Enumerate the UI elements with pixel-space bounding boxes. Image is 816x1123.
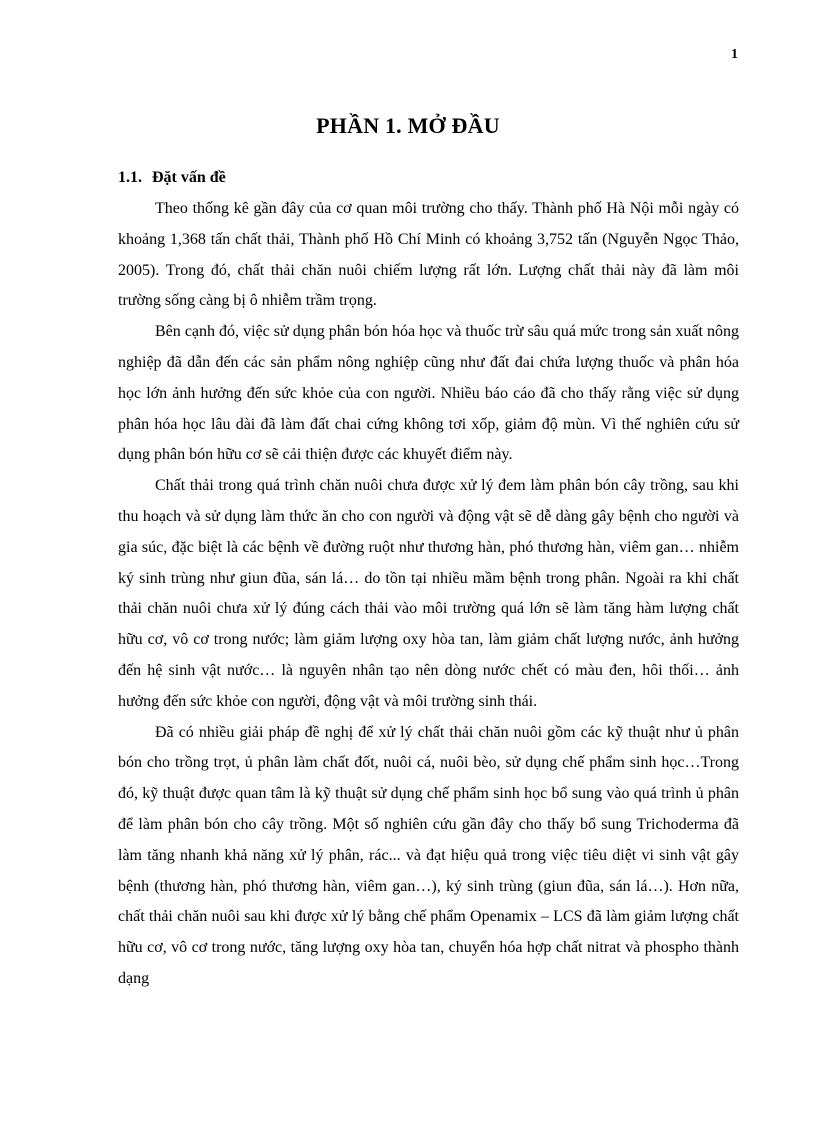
- paragraph-1: Theo thống kê gần đây của cơ quan môi trường cho thấy. Thành phố Hà Nội mỗi ngày có khoảng 1,368 tấn chất thải, Thành phố Hồ Chí Minh có khoảng 3,752 tấn (Nguyễn Ngọc Thảo, 2005). Trong đó, chất thải chăn nuôi chiếm lượng rất lớn. Lượng chất thải này đã làm môi trường sống càng bị ô nhiễm trầm trọng.: [118, 200, 739, 310]
- body-text: [118, 194, 739, 995]
- paragraph-2: Bên cạnh đó, việc sử dụng phân bón hóa học và thuốc trừ sâu quá mức trong sản xuất nông nghiệp đã dẫn đến các sản phẩm nông nghiệp cũng như đất đai chứa lượng thuốc và phân hóa học lớn ảnh hưởng đến sức khỏe của con người. Nhiều báo cáo đã cho thấy rằng việc sử dụng phân hóa học lâu dài đã làm đất chai cứng không tơi xốp, giảm độ mùn. Vì thế nghiên cứu sử dụng phân bón hữu cơ sẽ cải thiện được các khuyết điểm này.: [118, 323, 739, 464]
- page-number: 1: [731, 47, 738, 62]
- paragraph-3: Chất thải trong quá trình chăn nuôi chưa được xử lý đem làm phân bón cây trồng, sau khi thu hoạch và sử dụng làm thức ăn cho con người và động vật sẽ dễ dàng gây bệnh cho người và gia súc, đặc biệt là các bệnh về đường ruột như thương hàn, phó thương hàn, viêm gan… nhiễm ký sinh trùng như giun đũa, sán lá… do tồn tại nhiều mầm bệnh trong phân. Ngoài ra khi chất thải chăn nuôi chưa xử lý đúng cách thải vào môi trường quá lớn sẽ làm tăng hàm lượng chất hữu cơ, vô cơ trong nước; làm giảm lượng oxy hòa tan, làm giảm chất lượng nước, ảnh hưởng đến hệ sinh vật nước… là nguyên nhân tạo nên dòng nước chết có màu đen, hôi thối… ảnh hưởng đến sức khỏe con người, động vật và môi trường sinh thái.: [118, 477, 739, 710]
- chapter-title: PHẦN 1. MỞ ĐẦU: [316, 113, 500, 138]
- paragraph-4: Đã có nhiều giải pháp đề nghị để xử lý chất thải chăn nuôi gồm các kỹ thuật như ủ phân bón cho trồng trọt, ủ phân làm chất đốt, nuôi cá, nuôi bèo, sử dụng chế phẩm sinh học…Trong đó, kỹ thuật được quan tâm là kỹ thuật sử dụng chế phẩm sinh học bổ sung vào quá trình ủ phân để làm phân bón cho cây trồng. Một số nghiên cứu gần đây cho thấy bổ sung Trichoderma đã làm tăng nhanh khả năng xử lý phân, rác... và đạt hiệu quả trong việc tiêu diệt vi sinh vật gây bệnh (thương hàn, phó thương hàn, viêm gan…), ký sinh trùng (giun đũa, sán lá…). Hơn nữa, chất thải chăn nuôi sau khi được xử lý bằng chế phẩm Openamix – LCS đã làm giảm lượng chất hữu cơ, vô cơ trong nước, tăng lượng oxy hòa tan, chuyển hóa hợp chất nitrat và phospho thành dạng: [118, 723, 739, 987]
- section-number: 1.1.: [118, 169, 142, 186]
- section-heading: [118, 169, 226, 187]
- section-title: Đặt vấn đề: [152, 169, 226, 186]
